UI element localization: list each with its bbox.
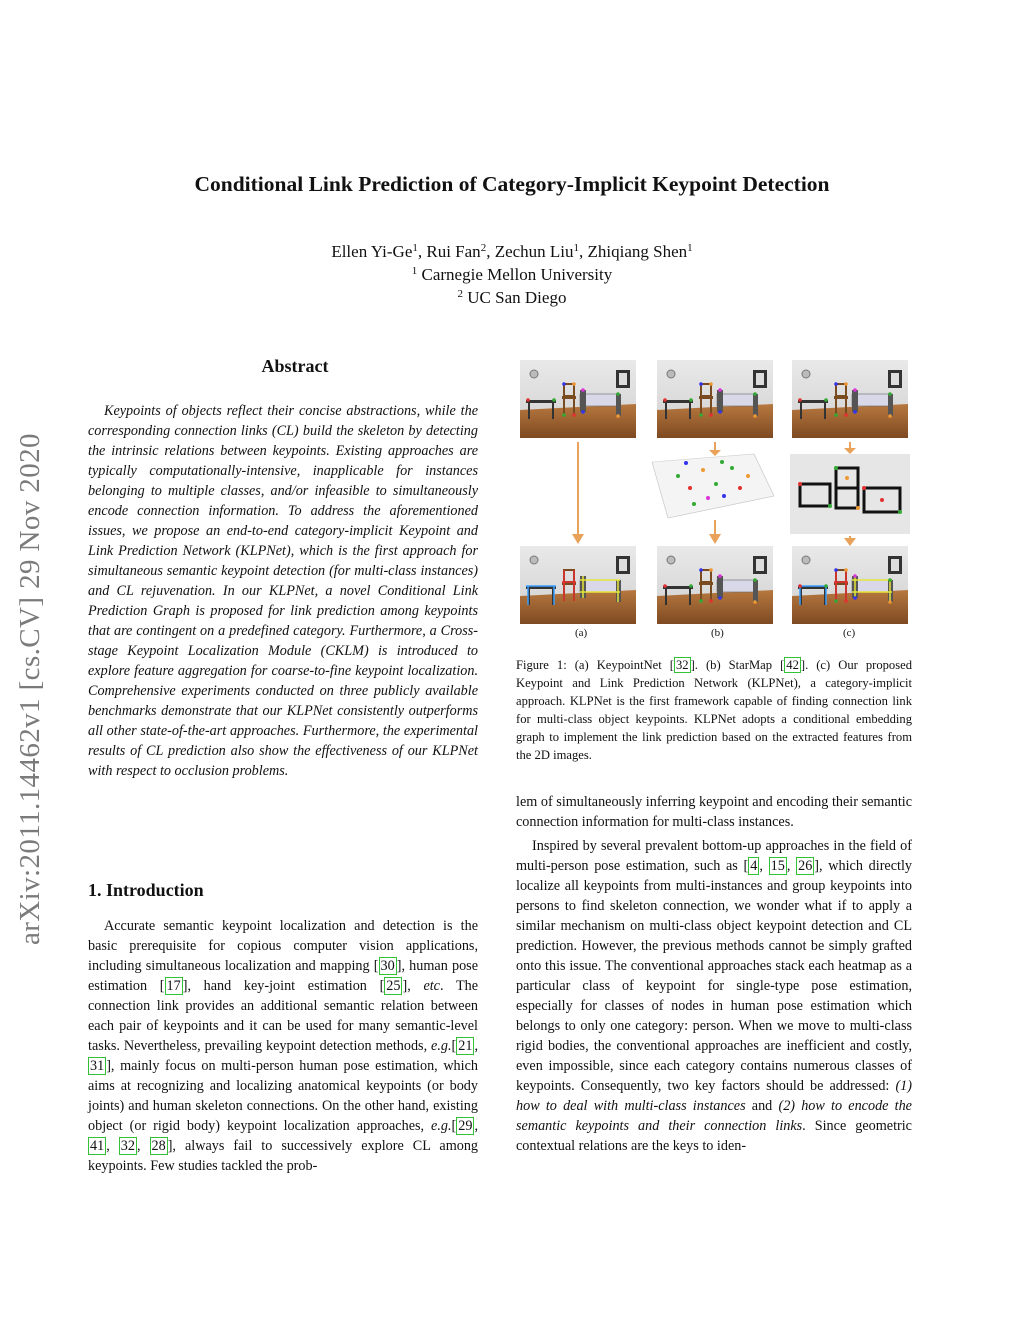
text-run: , bbox=[407, 978, 424, 994]
citation-link[interactable]: 26 bbox=[798, 858, 813, 874]
citation-link[interactable]: 21 bbox=[458, 1038, 473, 1054]
text-run: and bbox=[745, 1098, 779, 1114]
affiliation-name: Carnegie Mellon University bbox=[421, 265, 613, 284]
author-name: Zhiqiang Shen bbox=[587, 242, 688, 261]
text-run: etc bbox=[423, 978, 440, 994]
citation-link[interactable]: 42 bbox=[786, 658, 799, 672]
author-name: Ellen Yi-Ge bbox=[331, 242, 413, 261]
intro-paragraph-2: Inspired by several prevalent bottom-up approaches in the field of multi-person pose estimation, such as [ 4 , 15 , 26 ], which directly localize all keypoints from multi-instances and group keypoints into persons to find skeleton connection, we wonder what if to apply a similar mechanism on multi-class object keypoint detection and CL prediction. However, the previous methods cannot be simply grafted onto this issue. The conventional approaches stack each heatmap as a particular class of keypoint for single-type pose estimation, especially for classes of nodes in human pose estimation which belongs to only one category: person. When we move to multi-class rigid bodies, the conventional approaches are inefficient and costly, even impossible, since each category contains numerous classes of keypoints. Consequently, two key factors should be addressed: (1) how to deal with multi-class instances and (2) how to encode the semantic keypoints and their connection links. Since geometric contextual relations are the keys to iden- bbox=[516, 838, 912, 1154]
citation-link[interactable]: 31 bbox=[90, 1058, 105, 1074]
output-image-c bbox=[792, 546, 908, 624]
citation-link[interactable]: 30 bbox=[380, 958, 395, 974]
figure-1 bbox=[518, 358, 912, 626]
text-run: , bbox=[136, 1138, 150, 1154]
affiliation bbox=[0, 263, 1024, 286]
affiliation-sup: 2 bbox=[457, 288, 464, 300]
subfigure-label-a: (a) bbox=[575, 627, 588, 639]
input-image-c bbox=[792, 360, 908, 438]
text-run: Accurate semantic keypoint localization and detection is the basic prerequisite for copious computer vision applications, including simultaneous localization and mapping bbox=[88, 918, 478, 974]
abstract-text: Keypoints of objects reflect their concise abstractions, while the corresponding connection links (CL) build the skeleton by detecting the intrinsic relations between keypoints. Existing approaches are typically computationally-intensive, inapplicable for instances belonging to multiple classes, and/or infeasible to simultaneously encode connection information. To address the aforementioned issues, we propose an end-to-end category-implicit Keypoint and Link Prediction Network (KLPNet), which is the first approach for simultaneous semantic keypoint detection (for multi-class instances) and CL rejuvenation. In our KLPNet, a novel Conditional Link Prediction Graph is proposed for link prediction among keypoints that are contingent on a predefined category. Furthermore, a Cross-stage Keypoint Localization Module (CKLM) is introduced to explore feature aggregation for coarse-to-fine keypoint localization. Comprehensive experiments conducted on three publicly available benchmarks demonstrate that our KLPNet consistently outperforms all other state-of-the-art approaches. Furthermore, the experimental results of CL prediction also show the effectiveness of our KLPNet with respect to occlusion problems. bbox=[88, 403, 478, 779]
citation-link[interactable]: 15 bbox=[770, 858, 785, 874]
citation-link[interactable]: 28 bbox=[151, 1138, 166, 1154]
subfigure-label-c: (c) bbox=[843, 627, 856, 639]
citation-link[interactable]: 17 bbox=[166, 978, 181, 994]
figure-1-caption: Figure 1: (a) KeypointNet [ 32 ]. (b) StarMap [ 42 ]. (c) Our proposed Keypoint and Link Prediction Network (KLPNet), a category-implicit approach. KLPNet is the first framework capable of finding connection link for multi-class object keypoints. KLPNet adopts a conditional embedding graph to implement the link prediction based on the extracted features from the 2D images. bbox=[516, 658, 912, 762]
text-run: (2) how to encode the semantic keypoints and their connection links bbox=[516, 1098, 912, 1134]
text-run: e.g. bbox=[431, 1038, 452, 1054]
author-list: Ellen Yi-Ge$^1$, Rui Fan$^2$, Zechun Liu$^1$, Zhiqiang Shen$^1$ bbox=[331, 242, 693, 261]
text-run: , bbox=[106, 1138, 119, 1154]
text-run: , bbox=[474, 1038, 478, 1054]
citation-link[interactable]: 32 bbox=[120, 1138, 135, 1154]
starmap-pointcloud bbox=[652, 454, 774, 518]
arxiv-identifier: arXiv:2011.14462v1 [cs.CV] 29 Nov 2020 bbox=[14, 433, 46, 945]
author-sup: 2 bbox=[480, 242, 487, 254]
text-run: , bbox=[786, 858, 797, 874]
text-run: . Since geometric contextual relations are the keys to iden- bbox=[516, 1118, 912, 1154]
text-run: e.g. bbox=[431, 1118, 452, 1134]
subfigure-label-b: (b) bbox=[711, 627, 724, 639]
author-sup: 1 bbox=[412, 242, 418, 254]
text-run: , mainly focus on multi-person human pose estimation, which aims at recognizing and localizing anatomical keypoints (or body joints) and human skeleton connections. On the other hand, existing object (or rigid body) keypoint localization approaches, bbox=[88, 1058, 478, 1134]
output-image-a bbox=[520, 546, 636, 624]
abstract-heading: Abstract bbox=[261, 356, 329, 376]
text-run: , which directly localize all keypoints from multi-instances and group keypoints into persons to find skeleton connection, we wonder what if to apply a similar mechanism on multi-class object keypoint detection and CL prediction. However, the previous methods cannot be simply grafted onto this issue. The conventional approaches stack each heatmap as a particular class of keypoint for single-type pose estimation, especially for classes of nodes in human pose estimation which belongs to only one category: person. When we move to multi-class rigid bodies, the conventional approaches are inefficient and costly, even impossible, since each category contains numerous classes of keypoints. Consequently, two key factors should be addressed: bbox=[516, 858, 912, 1094]
text-run: , bbox=[474, 1118, 478, 1134]
intro-paragraph-continued: lem of simultaneously inferring keypoint and encoding their semantic connection information for multi-class instances. bbox=[516, 794, 912, 830]
text-run: Figure 1: (a) KeypointNet bbox=[516, 658, 670, 672]
figure-1-graphic bbox=[518, 358, 912, 626]
citation-link[interactable]: 41 bbox=[90, 1138, 105, 1154]
author-block bbox=[0, 240, 1024, 309]
text-run: , human pose estimation bbox=[88, 958, 479, 994]
citation-link[interactable]: 32 bbox=[676, 658, 689, 672]
affiliation-name: UC San Diego bbox=[467, 288, 567, 307]
author-sup: 1 bbox=[573, 242, 580, 254]
text-run: Inspired by several prevalent bottom-up approaches in the field of multi-person pose estimation, such as bbox=[516, 838, 912, 874]
author-name: Zechun Liu bbox=[494, 242, 574, 261]
input-image-a bbox=[520, 360, 636, 438]
author-sup: 1 bbox=[687, 242, 693, 254]
input-image-b bbox=[657, 360, 773, 438]
section-heading-introduction: 1. Introduction bbox=[88, 880, 204, 900]
output-image-b bbox=[657, 546, 773, 624]
text-run: . (c) Our proposed Keypoint and Link Prediction Network (KLPNet), a category-implicit approach. KLPNet is the first framework capable of finding connection link for multi-class object keypoints. KLPNet adopts a conditional embedding graph to implement the link prediction based on the extracted features from the 2D images. bbox=[516, 658, 912, 762]
author-name: Rui Fan bbox=[426, 242, 481, 261]
citation-link[interactable]: 29 bbox=[458, 1118, 473, 1134]
text-run: , hand key-joint estimation bbox=[187, 978, 380, 994]
citation-link[interactable]: 4 bbox=[750, 858, 758, 874]
klpnet-skeleton-graph bbox=[790, 454, 910, 534]
text-run: (1) how to deal with multi-class instances bbox=[516, 1078, 912, 1114]
paper-title: Conditional Link Prediction of Category-Implicit Keypoint Detection bbox=[194, 172, 830, 196]
text-run: , always fail to successively explore CL among keypoints. Few studies tackled the prob- bbox=[88, 1138, 479, 1174]
affiliation-sup: 1 bbox=[411, 265, 418, 277]
affiliation bbox=[0, 286, 1024, 309]
citation-link[interactable]: 25 bbox=[386, 978, 401, 994]
intro-paragraph-1: Accurate semantic keypoint localization and detection is the basic prerequisite for copious computer vision applications, including simultaneous localization and mapping [ 30 ], human pose estimation [ 17 ], hand key-joint estimation [ 25 ], etc. The connection link provides an additional semantic relation between each pair of keypoints and it can be used for many semantic-level tasks. Nevertheless, prevailing keypoint detection methods, e.g.[ 21 , 31 ], mainly focus on multi-person human pose estimation, which aims at recognizing and localizing anatomical keypoints (or body joints) and human skeleton connections. On the other hand, existing object (or rigid body) keypoint localization approaches, e.g.[ 29 , 41 , 32 , 28 ], always fail to successively explore CL among keypoints. Few studies tackled the prob- bbox=[88, 918, 479, 1174]
text-run: . The connection link provides an additional semantic relation between each pair of keypoints and it can be used for many semantic-level tasks. Nevertheless, prevailing keypoint detection methods, bbox=[88, 978, 478, 1054]
text-run: . (b) StarMap bbox=[694, 658, 781, 672]
text-run: , bbox=[759, 858, 769, 874]
